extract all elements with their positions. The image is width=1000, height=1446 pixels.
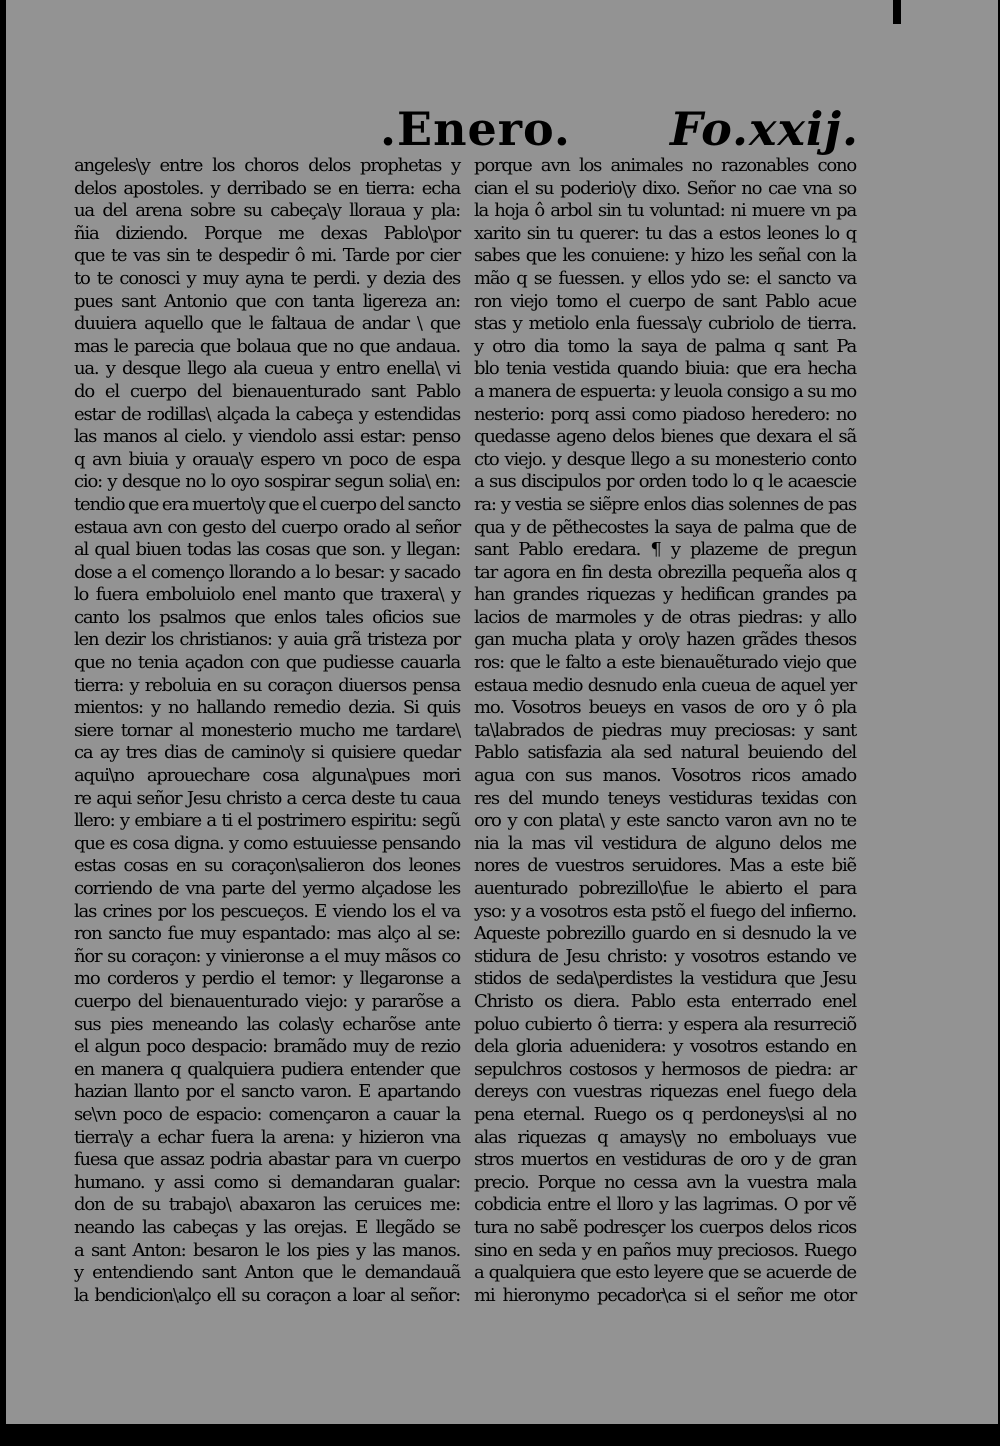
text-line: auenturado pobrezillo\fue le abierto el para xyxy=(474,878,856,899)
text-line: stidura de Jesu christo: y vosotros estando ve xyxy=(474,945,856,967)
text-line: siere tornar al monesterio mucho me tardare\ xyxy=(74,719,460,741)
text-line: angeles\y entre los choros delos prophetas y xyxy=(74,155,460,176)
text-line: sus pies meneando las colas\y echarõse ante xyxy=(74,1013,460,1035)
text-line: tierra\y a echar fuera la arena: y hizieron vna xyxy=(74,1126,460,1148)
text-line: porque avn los animales no razonables cono xyxy=(474,155,856,176)
text-line: mas le parecia que bolaua que no que andaua. xyxy=(74,335,460,357)
text-column-right xyxy=(474,155,856,1307)
text-line: oro y con plata\ y este sancto varon avn no te xyxy=(474,810,856,832)
text-line: corriendo de vna parte del yermo alçadose les xyxy=(74,878,460,899)
text-line: mientos: y no hallando remedio dezia. Si quis xyxy=(74,697,460,719)
text-line: len dezir los christianos: y auia grã tristeza por xyxy=(74,629,460,651)
text-line: delos apostoles. y derribado se en tierra: echa xyxy=(74,177,460,199)
text-line: el algun poco despacio: bramãdo muy de rezio xyxy=(74,1036,460,1058)
text-line: la bendicion\alço ell su coraçon a loar al señor: xyxy=(74,1284,460,1306)
text-line: que es cosa digna. y como estuuiesse pensando xyxy=(74,832,460,854)
text-line: a qualquiera que esto leyere que se acuerde de xyxy=(474,1262,856,1284)
text-line: quedasse ageno delos bienes que dexara el sã xyxy=(474,426,856,448)
text-line: ron sancto fue muy espantado: mas alço al se: xyxy=(74,923,460,945)
text-line: fuesa que assaz podria abastar para vn cuerpo xyxy=(74,1149,460,1171)
text-line: ron viejo tomo el cuerpo de sant Pablo acue xyxy=(474,290,856,312)
folio-number: Fo.xxij. xyxy=(670,102,860,156)
text-line: que te vas sin te despedir ô mi. Tarde por cier xyxy=(74,245,460,267)
text-line: nia la mas vil vestidura de alguno delos me xyxy=(474,832,856,854)
text-line: cobdicia entre el lloro y las lagrimas. O por vẽ xyxy=(474,1194,856,1216)
text-line: tierra: y reboluia en su coraçon diuersos pensa xyxy=(74,674,460,696)
text-line: Pablo satisfazia ala sed natural beuiendo del xyxy=(474,742,856,764)
text-line: pena eternal. Ruego os q perdoneys\si al no xyxy=(474,1103,856,1125)
text-line: xarito sin tu querer: tu das a estos leones lo q xyxy=(474,222,856,244)
text-line: ros: que le falto a este bienauẽturado viejo que xyxy=(474,652,856,674)
scan-edge-mark xyxy=(893,0,901,24)
text-line: y entendiendo sant Anton que le demandauã xyxy=(74,1262,460,1284)
text-line: Aqueste pobrezillo guardo en si desnudo la ve xyxy=(474,923,856,945)
text-line: to te conosci y muy ayna te perdi. y dezia des xyxy=(74,267,460,289)
text-line: blo tenia vestida quando biuia: que era hecha xyxy=(474,358,856,380)
text-line: estar de rodillas\ alçada la cabeça y estendidas xyxy=(74,403,460,425)
text-line: don de su trabajo\ abaxaron las ceruices me: xyxy=(74,1194,460,1216)
text-line: qua y de pẽthecostes la saya de palma que de xyxy=(474,516,856,538)
text-line: mo. Vosotros beueys en vasos de oro y ô pla xyxy=(474,697,856,719)
text-line: do el cuerpo del bienauenturado sant Pablo xyxy=(74,380,460,402)
text-line: nores de vuestros seruidores. Mas a este biẽ xyxy=(474,855,856,877)
text-line: pues sant Antonio que con tanta ligereza an: xyxy=(74,290,460,312)
text-line: stas y metiolo enla fuessa\y cubriolo de tierra. xyxy=(474,313,856,335)
text-line: sabes que les conuiene: y hizo les señal con la xyxy=(474,245,856,267)
text-line: res del mundo teneys vestiduras texidas con xyxy=(474,787,856,809)
text-line: y otro dia tomo la saya de palma q sant Pa xyxy=(474,335,856,357)
text-line: mo corderos y perdio el temor: y llegaronse a xyxy=(74,968,460,990)
running-head xyxy=(380,102,860,156)
text-line: las crines por los pescueços. E viendo los el va xyxy=(74,900,460,922)
running-title: .Enero. xyxy=(380,102,571,156)
text-line: estas cosas en su coraçon\salieron dos leones xyxy=(74,855,460,877)
text-line: cto viejo. y desque llego a su monesterio conto xyxy=(474,448,856,470)
text-line: cio: y desque no lo oyo sospirar segun solia\ en: xyxy=(74,471,460,493)
text-line: tar agora en fin desta obrezilla pequeña alos q xyxy=(474,561,856,583)
text-line: re aqui señor Jesu christo a cerca deste tu caua xyxy=(74,787,460,809)
text-line: duuiera aquello que le faltaua de andar \ que xyxy=(74,313,460,335)
text-line: stros muertos en vestiduras de oro y de gran xyxy=(474,1149,856,1171)
text-line: cuerpo del bienauenturado viejo: y pararõse a xyxy=(74,990,460,1012)
text-line: canto los psalmos que enlos tales oficios sue xyxy=(74,606,460,628)
text-line: lo fuera emboluiolo enel manto que traxera\ y xyxy=(74,584,460,606)
text-line: dela gloria aduenidera: y vosotros estando en xyxy=(474,1036,856,1058)
text-line: a manera de espuerta: y leuola consigo a su mo xyxy=(474,380,856,402)
text-line: sant Pablo eredara. ¶ y plazeme de pregun xyxy=(474,539,856,561)
text-line: que no tenia açadon con que pudiesse cauarla xyxy=(74,652,460,674)
text-line: ra: y vestia se siẽpre enlos dias solennes de pas xyxy=(474,493,856,515)
text-line: hazian llanto por el sancto varon. E apartando xyxy=(74,1081,460,1103)
text-line: estaua medio desnudo enla cueua de aquel yer xyxy=(474,674,856,696)
text-line: dose a el començo llorando a lo besar: y sacado xyxy=(74,561,460,583)
text-line: las manos al cielo. y viendolo assi estar: penso xyxy=(74,426,460,448)
text-line: la hoja ô arbol sin tu voluntad: ni muere vn pa xyxy=(474,200,856,222)
text-line: mi hieronymo pecador\ca si el señor me otor xyxy=(474,1284,856,1306)
text-column-left xyxy=(74,155,460,1307)
text-line: ua. y desque llego ala cueua y entro enella\ vi xyxy=(74,358,460,380)
text-line: a sant Anton: besaron le los pies y las manos. xyxy=(74,1239,460,1261)
text-line: mão q se fuessen. y ellos ydo se: el sancto va xyxy=(474,267,856,289)
text-line: al qual biuen todas las cosas que son. y llegan: xyxy=(74,539,460,561)
text-line: lacios de marmoles y de otras piedras: y allo xyxy=(474,606,856,628)
text-line: en manera q qualquiera pudiera entender que xyxy=(74,1058,460,1080)
text-line: precio. Porque no cessa avn la vuestra mala xyxy=(474,1171,856,1193)
text-line: alas riquezas q amays\y no emboluays vue xyxy=(474,1126,856,1148)
text-line: gan mucha plata y oro\y hazen grãdes thesos xyxy=(474,629,856,651)
text-line: ua del arena sobre su cabeça\y lloraua y pla: xyxy=(74,200,460,222)
text-line: ñia diziendo. Porque me dexas Pablo\por xyxy=(74,222,460,244)
text-line: cian el su poderio\y dixo. Señor no cae vna so xyxy=(474,177,856,199)
text-line: Christo os diera. Pablo esta enterrado enel xyxy=(474,990,856,1012)
text-line: poluo cubierto ô tierra: y espera ala resurreciõ xyxy=(474,1013,856,1035)
text-line: yso: y a vosotros esta pstõ el fuego del infierno. xyxy=(474,900,856,922)
text-line: se\vn poco de espacio: començaron a cauar la xyxy=(74,1103,460,1125)
text-line: ca ay tres dias de camino\y si quisiere quedar xyxy=(74,742,460,764)
text-line: aqui\no aprouechare cosa alguna\pues mori xyxy=(74,765,460,787)
text-line: tura no sabẽ podresçer los cuerpos delos ricos xyxy=(474,1216,856,1238)
text-line: stidos de seda\perdistes la vestidura que Jesu xyxy=(474,968,856,990)
text-line: ñor su coraçon: y vinieronse a el muy mãsos co xyxy=(74,945,460,967)
text-line: llero: y embiare a ti el postrimero espiritu: segũ xyxy=(74,810,460,832)
text-line: estaua avn con gesto del cuerpo orado al señor xyxy=(74,516,460,538)
text-line: q avn biuia y oraua\y espero vn poco de espa xyxy=(74,448,460,470)
text-line: agua con sus manos. Vosotros ricos amado xyxy=(474,765,856,787)
text-line: a sus discipulos por orden todo lo q le acaescie xyxy=(474,471,856,493)
text-line: humano. y assi como si demandaran gualar: xyxy=(74,1171,460,1193)
text-line: dereys con vuestras riquezas enel fuego dela xyxy=(474,1081,856,1103)
text-line: han grandes riquezas y hedifican grandes pa xyxy=(474,584,856,606)
text-line: sino en seda y en paños muy preciosos. Ruego xyxy=(474,1239,856,1261)
text-line: neando las cabeças y las orejas. E llegãdo se xyxy=(74,1216,460,1238)
text-line: nesterio: porq assi como piadoso heredero: no xyxy=(474,403,856,425)
text-line: sepulchros costosos y hermosos de piedra: ar xyxy=(474,1058,856,1080)
text-line: ta\labrados de piedras muy preciosas: y sant xyxy=(474,719,856,741)
text-line: tendio que era muerto\y que el cuerpo del sancto xyxy=(74,493,460,515)
